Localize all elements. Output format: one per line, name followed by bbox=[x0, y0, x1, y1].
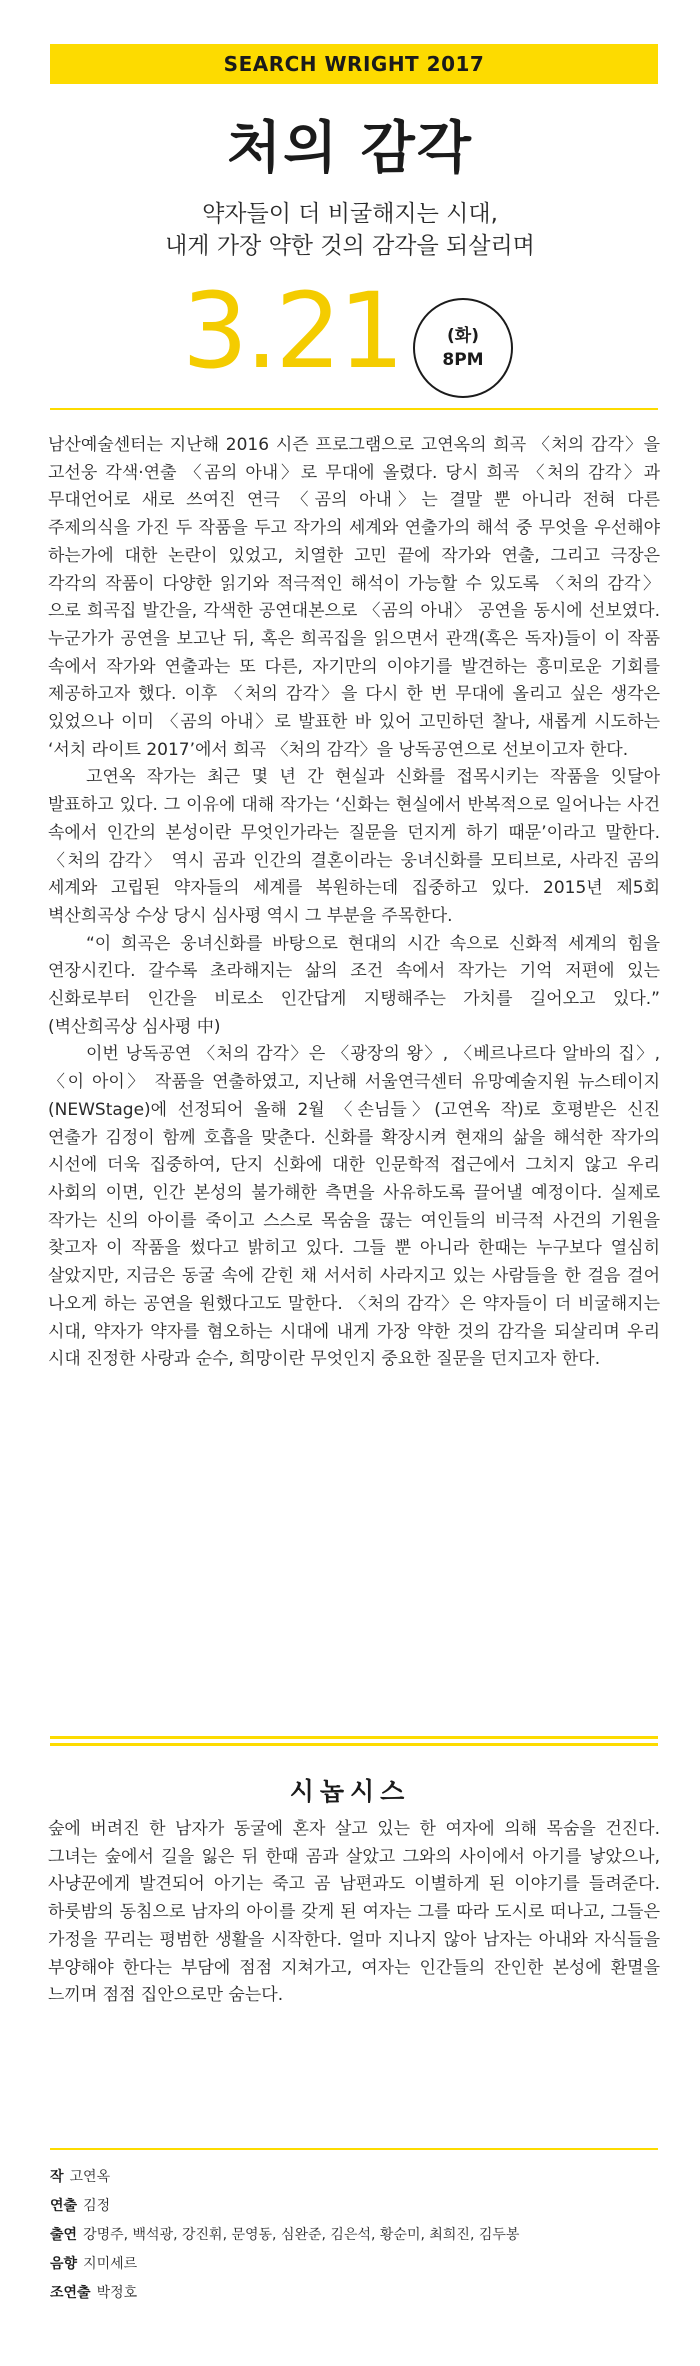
time-badge bbox=[413, 298, 513, 398]
credit-row-assistant-director bbox=[50, 2279, 658, 2308]
banner-label: SEARCH WRIGHT 2017 bbox=[223, 52, 485, 76]
credits-divider bbox=[50, 2148, 658, 2150]
subtitle-line-2: 내게 가장 약한 것의 감각을 되살리며 bbox=[165, 233, 535, 259]
credit-row-writer bbox=[50, 2163, 658, 2192]
synopsis-divider bbox=[50, 1736, 658, 1746]
credit-row-director bbox=[50, 2192, 658, 2221]
synopsis-heading: 시놉시스 bbox=[289, 1777, 411, 1806]
body-paragraph: “이 희곡은 웅녀신화를 바탕으로 현대의 시간 속으로 신화적 세계의 힘을 연장시킨다. 갈수록 초라해지는 삶의 조건 속에서 작가는 기억 저편에 있는 신화로부터 인간을 비로소 인간답게 지탱해주는 가치를 길어오고 있다.” (벽산희곡상 심사평 中) bbox=[48, 933, 660, 1037]
synopsis-body bbox=[48, 1816, 660, 2010]
play-title: 처의 감각 bbox=[227, 116, 473, 181]
credit-role: 작 bbox=[50, 2169, 64, 2185]
body-paragraph: 고연옥 작가는 최근 몇 년 간 현실과 신화를 접목시키는 작품을 잇달아 발표하고 있다. 그 이유에 대해 작가는 ‘신화는 현실에서 반복적으로 일어나는 사건 속에서 인간의 본성이란 무엇인가라는 질문을 던지게 하기 때문’이라고 말한다. 〈처의 감각〉 역시 곰과 인간의 결혼이라는 웅녀신화를 모티브로, 사라진 곰의 세계와 고립된 약자들의 세계를 복원하는데 집중하고 있다. 2015년 제5회 벽산희곡상 수상 당시 심사평 역시 그 부분을 주목한다. bbox=[48, 767, 660, 926]
credit-names: 강명주, 백석광, 강진휘, 문영동, 심완준, 김은석, 황순미, 최희진, 김두봉 bbox=[83, 2227, 520, 2243]
article-body bbox=[48, 432, 660, 1374]
credit-row-cast bbox=[50, 2221, 658, 2250]
performance-date: 3.21 bbox=[182, 270, 402, 392]
credit-names: 김정 bbox=[83, 2198, 111, 2214]
body-paragraph: 남산예술센터는 지난해 2016 시즌 프로그램으로 고연옥의 희곡 〈처의 감각〉을 고선웅 각색·연출 〈곰의 아내〉로 무대에 올렸다. 당시 희곡 〈처의 감각〉과 무대언어로 새로 쓰여진 연극 〈곰의 아내〉는 결말 뿐 아니라 전혀 다른 주제의식을 가진 두 작품을 두고 작가의 세계와 연출가의 해석 중 무엇을 우선해야 하는가에 대한 논란이 있었고, 치열한 고민 끝에 작가와 연출, 그리고 극장은 각각의 작품이 다양한 읽기와 적극적인 해석이 가능할 수 있도록 〈처의 감각〉으로 희곡집 발간을, 각색한 공연대본으로 〈곰의 아내〉 공연을 동시에 선보였다. 누군가가 공연을 보고난 뒤, 혹은 희곡집을 읽으면서 관객(혹은 독자)들이 이 작품 속에서 작가와 연출과는 또 다른, 자기만의 이야기를 발견하는 흥미로운 기회를 제공하고자 했다. 이후 〈처의 감각〉을 다시 한 번 무대에 올리고 싶은 생각은 있었으나 이미 〈곰의 아내〉로 발표한 바 있어 고민하던 찰나, 새롭게 시도하는 ‘서치 라이트 2017’에서 희곡 〈처의 감각〉을 낭독공연으로 선보이고자 한다. bbox=[48, 435, 660, 760]
body-paragraph: 이번 낭독공연 〈처의 감각〉은 〈광장의 왕〉, 〈베르나르다 알바의 집〉, 〈이 아이〉 작품을 연출하였고, 지난해 서울연극센터 유망예술지원 뉴스테이지(NEWStage)에 선정되어 올해 2월 〈손님들〉(고연옥 작)로 호평받은 신진 연출가 김정이 함께 호흡을 맞춘다. 신화를 확장시켜 현재의 삶을 해석한 작가의 시선에 더욱 집중하여, 단지 신화에 대한 인문학적 접근에서 그치지 않고 우리 사회의 이면, 인간 본성의 불가해한 측면을 사유하도록 끌어낼 예정이다. 실제로 작가는 신의 아이를 죽이고 스스로 목숨을 끊는 여인들의 비극적 사건의 기원을 찾고자 이 작품을 썼다고 밝히고 있다. 그들 뿐 아니라 한때는 누구보다 열심히 살았지만, 지금은 동굴 속에 갇힌 채 서서히 사라지고 있는 사람들을 한 걸음 걸어 나오게 하는 공연을 원했다고도 말한다. 〈처의 감각〉은 약자들이 더 비굴해지는 시대, 약자가 약자를 혐오하는 시대에 내게 가장 약한 것의 감각을 되살리며 우리 시대 진정한 사랑과 순수, 희망이란 무엇인지 중요한 질문을 던지고자 한다. bbox=[48, 1044, 660, 1370]
credit-role: 음향 bbox=[50, 2256, 78, 2272]
time-label: 8PM bbox=[442, 350, 484, 370]
credit-row-sound bbox=[50, 2250, 658, 2279]
subtitle bbox=[0, 198, 700, 262]
credit-names: 박정호 bbox=[96, 2285, 138, 2301]
credit-role: 출연 bbox=[50, 2227, 78, 2243]
credit-names: 고연옥 bbox=[69, 2169, 111, 2185]
header-divider bbox=[50, 408, 658, 410]
credits-list bbox=[50, 2163, 658, 2308]
synopsis-paragraph: 숲에 버려진 한 남자가 동굴에 혼자 살고 있는 한 여자에 의해 목숨을 건진다. 그녀는 숲에서 길을 잃은 뒤 한때 곰과 살았고 그와의 사이에서 아기를 낳았으나, 사냥꾼에게 발견되어 아기는 죽고 곰 남편과도 이별하게 된 이야기를 들려준다. 하룻밤의 동침으로 남자의 아이를 갖게 된 여자는 그를 따라 도시로 떠나고, 그들은 가정을 꾸리는 평범한 생활을 시작한다. 얼마 지나지 않아 남자는 아내와 자식들을 부양해야 한다는 부담에 점점 지쳐가고, 여자는 인간들의 잔인한 본성에 환멸을 느끼며 점점 집안으로만 숨는다. bbox=[48, 1819, 660, 2006]
credit-names: 지미세르 bbox=[83, 2256, 138, 2272]
series-banner bbox=[50, 44, 658, 84]
credit-role: 연출 bbox=[50, 2198, 78, 2214]
credit-role: 조연출 bbox=[50, 2285, 91, 2301]
weekday-label: (화) bbox=[447, 326, 479, 346]
subtitle-line-1: 약자들이 더 비굴해지는 시대, bbox=[202, 201, 498, 227]
